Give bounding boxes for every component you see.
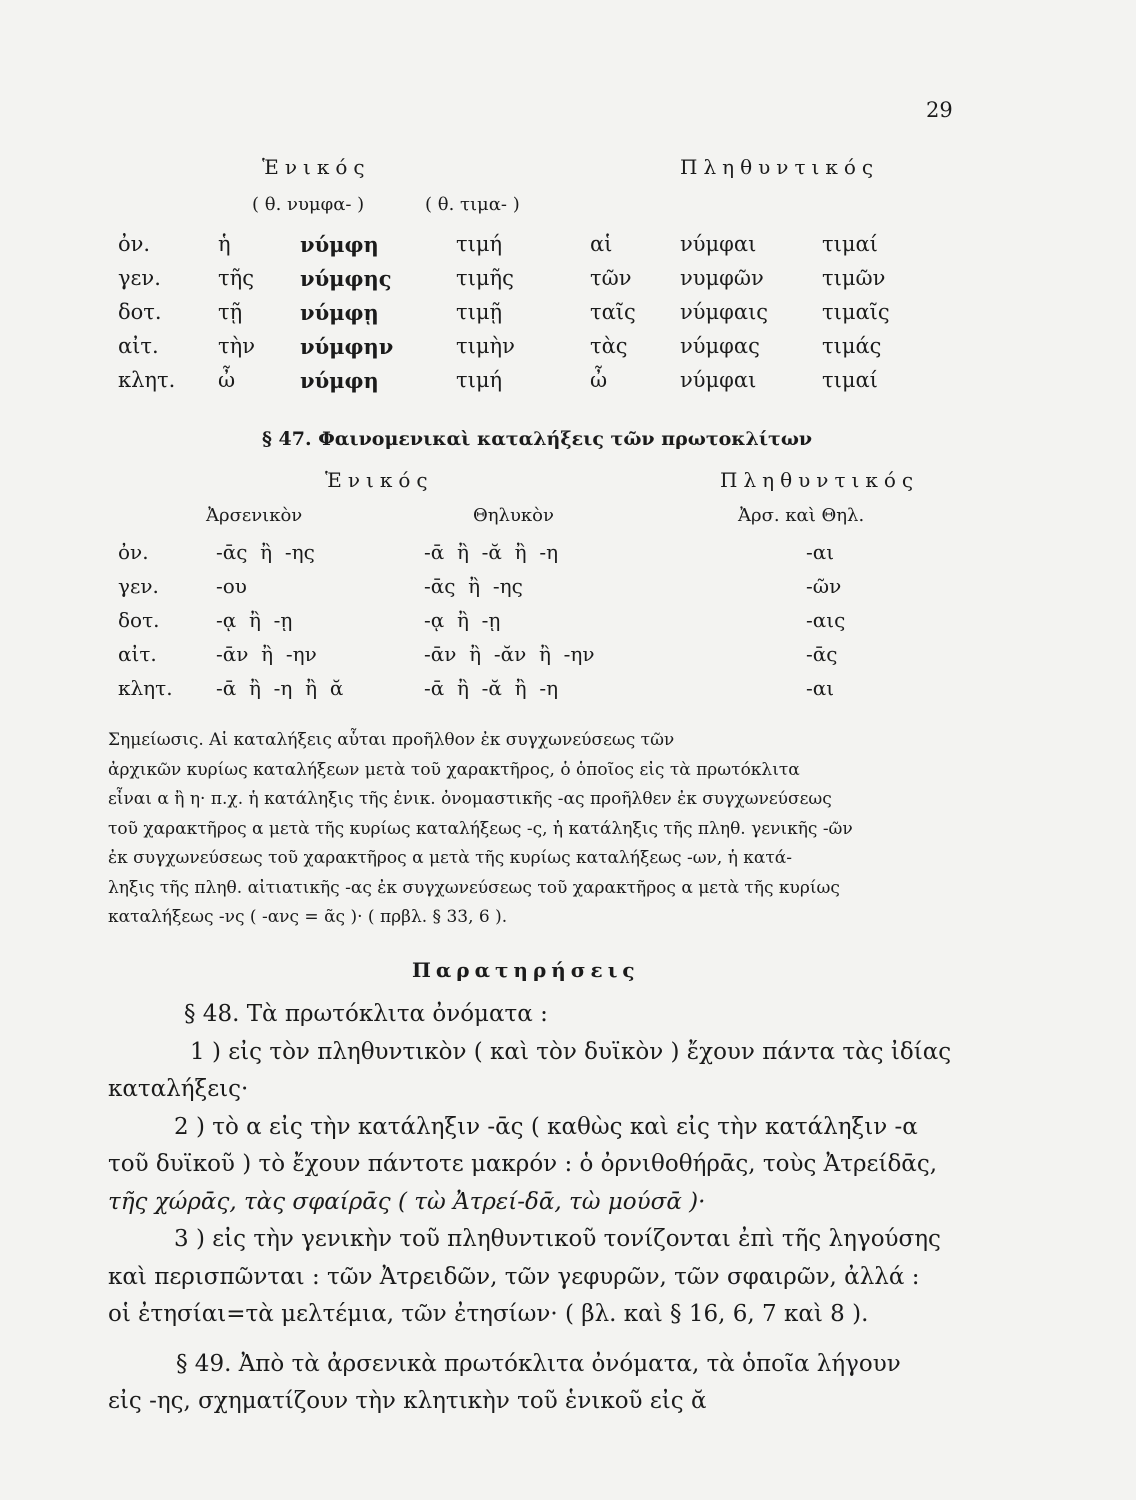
plural-nympha: νύμφας [680, 334, 760, 358]
obs-line: 3 ) εἰς τὴν γενικὴν τοῦ πληθυντικοῦ τονίζονται ἐπὶ τῆς ληγούσης [174, 1226, 941, 1252]
noun-tima: τιμή [456, 232, 503, 256]
plural-nympha: νυμφῶν [680, 266, 764, 290]
case-label: κλητ. [118, 368, 176, 392]
noun-nympha: νύμφῃ [300, 300, 379, 325]
plural-ending: -ῶν [806, 574, 842, 598]
page-number: 29 [926, 98, 953, 122]
obs-line: 2 ) τὸ α εἰς τὴν κατάληξιν -ᾱς ( καθὼς καὶ εἰς τὴν κατάληξιν -α [174, 1113, 918, 1140]
article-plural: τῶν [590, 266, 632, 290]
note-paragraph [108, 726, 950, 933]
obs-line: 1 ) εἰς τὸν πληθυντικὸν ( καὶ τὸν δυϊκὸν ) ἔχουν πάντα τὰς ἰδίας [190, 1038, 952, 1065]
obs-line: § 48. Τὰ πρωτόκλιτα ὀνόματα : [184, 1001, 548, 1027]
article-singular: τῇ [218, 300, 243, 324]
note-line: Σημείωσις. Αἱ καταλήξεις αὗται προῆλθον ἐκ συγχωνεύσεως τῶν [108, 730, 675, 750]
case-label: αἰτ. [118, 642, 157, 666]
obs-line: τοῦ δυϊκοῦ ) τὸ ἔχουν πάντοτε μακρόν : ὁ ὀρνιθοθήρᾱς, τοὺς Ἀτρείδᾱς, [108, 1151, 938, 1177]
note-line: ληξις τῆς πληθ. αἰτιατικῆς -ας ἐκ συγχωνεύσεως τοῦ χαρακτῆρος α μετὰ τῆς κυρίως [108, 877, 840, 898]
noun-tima: τιμὴν [456, 334, 515, 358]
case-label: δοτ. [118, 300, 162, 324]
case-label: γεν. [118, 266, 161, 290]
article-singular: τῆς [218, 266, 254, 290]
case-label: ὀν. [118, 232, 151, 256]
masc-ending: -ᾱν ἢ -ην [216, 642, 317, 666]
obs-line: τῆς χώρᾱς, τὰς σφαίρᾱς ( τὼ Ἀτρεί-δᾱ, τὼ μούσᾱ )· [108, 1188, 706, 1215]
article-plural: τὰς [590, 334, 628, 358]
case-label: δοτ. [118, 608, 160, 632]
fem-ending: -ᾳ ἢ -ῃ [424, 608, 501, 632]
theme-label-1: ( θ. νυμφα- ) [252, 194, 365, 215]
article-plural: ὦ [590, 368, 608, 392]
noun-nympha: νύμφης [300, 266, 392, 291]
col-masculine: Ἀρσενικὸν [206, 505, 303, 526]
case-label: αἰτ. [118, 334, 159, 358]
theme-label-2: ( θ. τιμα- ) [425, 194, 520, 215]
article-singular: ὦ [218, 368, 236, 392]
plural-header: Πληθυντικός [680, 155, 880, 179]
s47-singular-header: Ἑνικός [325, 468, 434, 492]
masc-ending: -ου [216, 574, 247, 598]
article-plural: αἱ [590, 232, 613, 256]
fem-ending: -ᾱς ἢ -ης [424, 574, 523, 598]
article-singular: ἡ [218, 232, 231, 256]
plural-tima: τιμαί [822, 368, 878, 392]
obs-line: καὶ περισπῶνται : τῶν Ἀτρειδῶν, τῶν γεφυρῶν, τῶν σφαιρῶν, ἀλλά : [108, 1263, 920, 1290]
plural-ending: -ᾱς [806, 642, 838, 666]
noun-nympha: νύμφη [300, 368, 379, 393]
noun-tima: τιμή [456, 368, 503, 392]
article-singular: τὴν [218, 334, 255, 358]
note-line: ἀρχικῶν κυρίως καταλήξεων μετὰ τοῦ χαρακτῆρος, ὁ ὁποῖος εἰς τὰ πρωτόκλιτα [108, 759, 800, 780]
plural-tima: τιμάς [822, 334, 882, 358]
fem-ending: -ᾱ ἢ -ᾰ ἢ -η [424, 540, 559, 564]
plural-ending: -αι [806, 676, 835, 700]
note-line: ἐκ συγχωνεύσεως τοῦ χαρακτῆρος α μετὰ τῆς κυρίως καταλήξεως -ων, ἡ κατά- [108, 848, 793, 868]
singular-header: Ἑνικός [262, 155, 371, 179]
plural-ending: -αι [806, 540, 835, 564]
masc-ending: -ᾳ ἢ -ῃ [216, 608, 293, 632]
section-47-title: § 47. Φαινομενικαὶ καταλήξεις τῶν πρωτοκλίτων [262, 428, 813, 450]
plural-nympha: νύμφαι [680, 232, 757, 256]
plural-ending: -αις [806, 608, 846, 632]
masc-ending: -ᾱ ἢ -η ἢ ᾰ [216, 676, 344, 700]
plural-nympha: νύμφαις [680, 300, 769, 324]
plural-tima: τιμαῖς [822, 300, 890, 324]
masc-ending: -ᾱς ἢ -ης [216, 540, 315, 564]
observations-body [108, 996, 950, 1421]
observations-title: Παρατηρήσεις [412, 958, 640, 982]
noun-nympha: νύμφην [300, 334, 394, 359]
noun-nympha: νύμφη [300, 232, 379, 257]
noun-tima: τιμῆς [456, 266, 514, 290]
noun-tima: τιμῇ [456, 300, 503, 324]
fem-ending: -ᾱ ἢ -ᾰ ἢ -η [424, 676, 559, 700]
fem-ending: -ᾱν ἢ -ᾰν ἢ -ην [424, 642, 595, 666]
note-line: καταλήξεως -νς ( -ανς = ᾶς )· ( πρβλ. § 33, 6 ). [108, 907, 508, 927]
s47-plural-header: Πληθυντικός [720, 468, 920, 492]
note-line: εἶναι α ἢ η· π.χ. ἡ κατάληξις τῆς ἑνικ. ὀνομαστικῆς -ας προῆλθεν ἐκ συγχωνεύσεως [108, 789, 832, 809]
case-label: ὀν. [118, 540, 149, 564]
note-line: τοῦ χαρακτῆρος α μετὰ τῆς κυρίως καταλήξεως -ς, ἡ κατάληξις τῆς πληθ. γενικῆς -ῶν [108, 818, 853, 839]
col-feminine: Θηλυκὸν [473, 505, 554, 526]
article-plural: ταῖς [590, 300, 636, 324]
obs-line: καταλήξεις· [108, 1076, 249, 1102]
plural-tima: τιμῶν [822, 266, 886, 290]
plural-nympha: νύμφαι [680, 368, 757, 392]
col-plural: Ἀρσ. καὶ Θηλ. [738, 505, 865, 526]
obs-line: εἰς -ης, σχηματίζουν τὴν κλητικὴν τοῦ ἑνικοῦ εἰς ᾰ [108, 1388, 707, 1414]
obs-line: οἱ ἐτησίαι=τὰ μελτέμια, τῶν ἐτησίων· ( βλ. καὶ § 16, 6, 7 καὶ 8 ). [108, 1301, 869, 1327]
plural-tima: τιμαί [822, 232, 878, 256]
case-label: γεν. [118, 574, 159, 598]
obs-line: § 49. Ἀπὸ τὰ ἀρσενικὰ πρωτόκλιτα ὀνόματα, τὰ ὁποῖα λήγουν [176, 1350, 901, 1377]
case-label: κλητ. [118, 676, 173, 700]
